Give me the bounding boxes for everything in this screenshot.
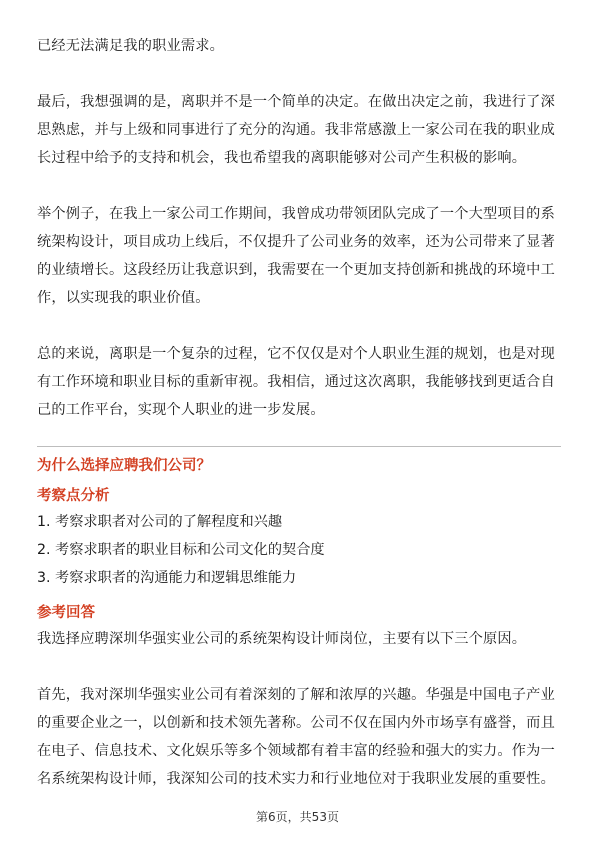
- paragraph-2: [37, 88, 561, 172]
- paragraph-line: 名系统架构设计师，我深知公司的技术实力和行业地位对于我职业发展的重要性。: [37, 771, 555, 787]
- analysis-item-3: 3. 考察求职者的沟通能力和逻辑思维能力: [37, 570, 297, 586]
- paragraph-line: 的业绩增长。这段经历让我意识到，我需要在一个更加支持创新和挑战的环境中工: [37, 262, 555, 278]
- question-heading: 为什么选择应聘我们公司？: [37, 458, 211, 474]
- paragraph-line: 我选择应聘深圳华强实业公司的系统架构设计师岗位，主要有以下三个原因。: [37, 631, 527, 647]
- paragraph-line: 长过程中给予的支持和机会，我也希望我的离职能够对公司产生积极的影响。: [37, 150, 527, 166]
- paragraph-line: 己的工作平台，实现个人职业的进一步发展。: [37, 402, 325, 418]
- paragraph-1: [37, 32, 561, 60]
- paragraph-line: 首先，我对深圳华强实业公司有着深刻的了解和浓厚的兴趣。华强是中国电子产业: [37, 687, 555, 703]
- analysis-heading: 考察点分析: [37, 488, 110, 504]
- paragraph-line: 已经无法满足我的职业需求。: [37, 38, 225, 54]
- paragraph-4: [37, 340, 561, 424]
- page-number-footer: 第6页，共53页: [256, 810, 339, 824]
- answer-heading: 参考回答: [37, 605, 95, 621]
- answer-paragraph-1: [37, 625, 561, 653]
- answer-paragraph-2: [37, 681, 561, 793]
- paragraph-line: 有工作环境和职业目标的重新审视。我相信，通过这次离职，我能够找到更适合自: [37, 374, 555, 390]
- paragraph-line: 思熟虑，并与上级和同事进行了充分的沟通。我非常感激上一家公司在我的职业成: [37, 122, 555, 138]
- paragraph-line: 在电子、信息技术、文化娱乐等多个领域都有着丰富的经验和强大的实力。作为一: [37, 743, 555, 759]
- paragraph-3: [37, 200, 561, 312]
- paragraph-line: 最后，我想强调的是，离职并不是一个简单的决定。在做出决定之前，我进行了深: [37, 94, 555, 110]
- paragraph-line: 的重要企业之一，以创新和技术领先著称。公司不仅在国内外市场享有盛誉，而且: [37, 715, 555, 731]
- paragraph-line: 统架构设计，项目成功上线后，不仅提升了公司业务的效率，还为公司带来了显著: [37, 234, 555, 250]
- paragraph-line: 举个例子，在我上一家公司工作期间，我曾成功带领团队完成了一个大型项目的系: [37, 206, 555, 222]
- paragraph-line: 作，以实现我的职业价值。: [37, 290, 210, 306]
- section-divider: [37, 446, 561, 447]
- paragraph-line: 总的来说，离职是一个复杂的过程，它不仅仅是对个人职业生涯的规划，也是对现: [37, 346, 555, 362]
- analysis-item-1: 1. 考察求职者对公司的了解程度和兴趣: [37, 514, 283, 530]
- analysis-item-2: 2. 考察求职者的职业目标和公司文化的契合度: [37, 542, 325, 558]
